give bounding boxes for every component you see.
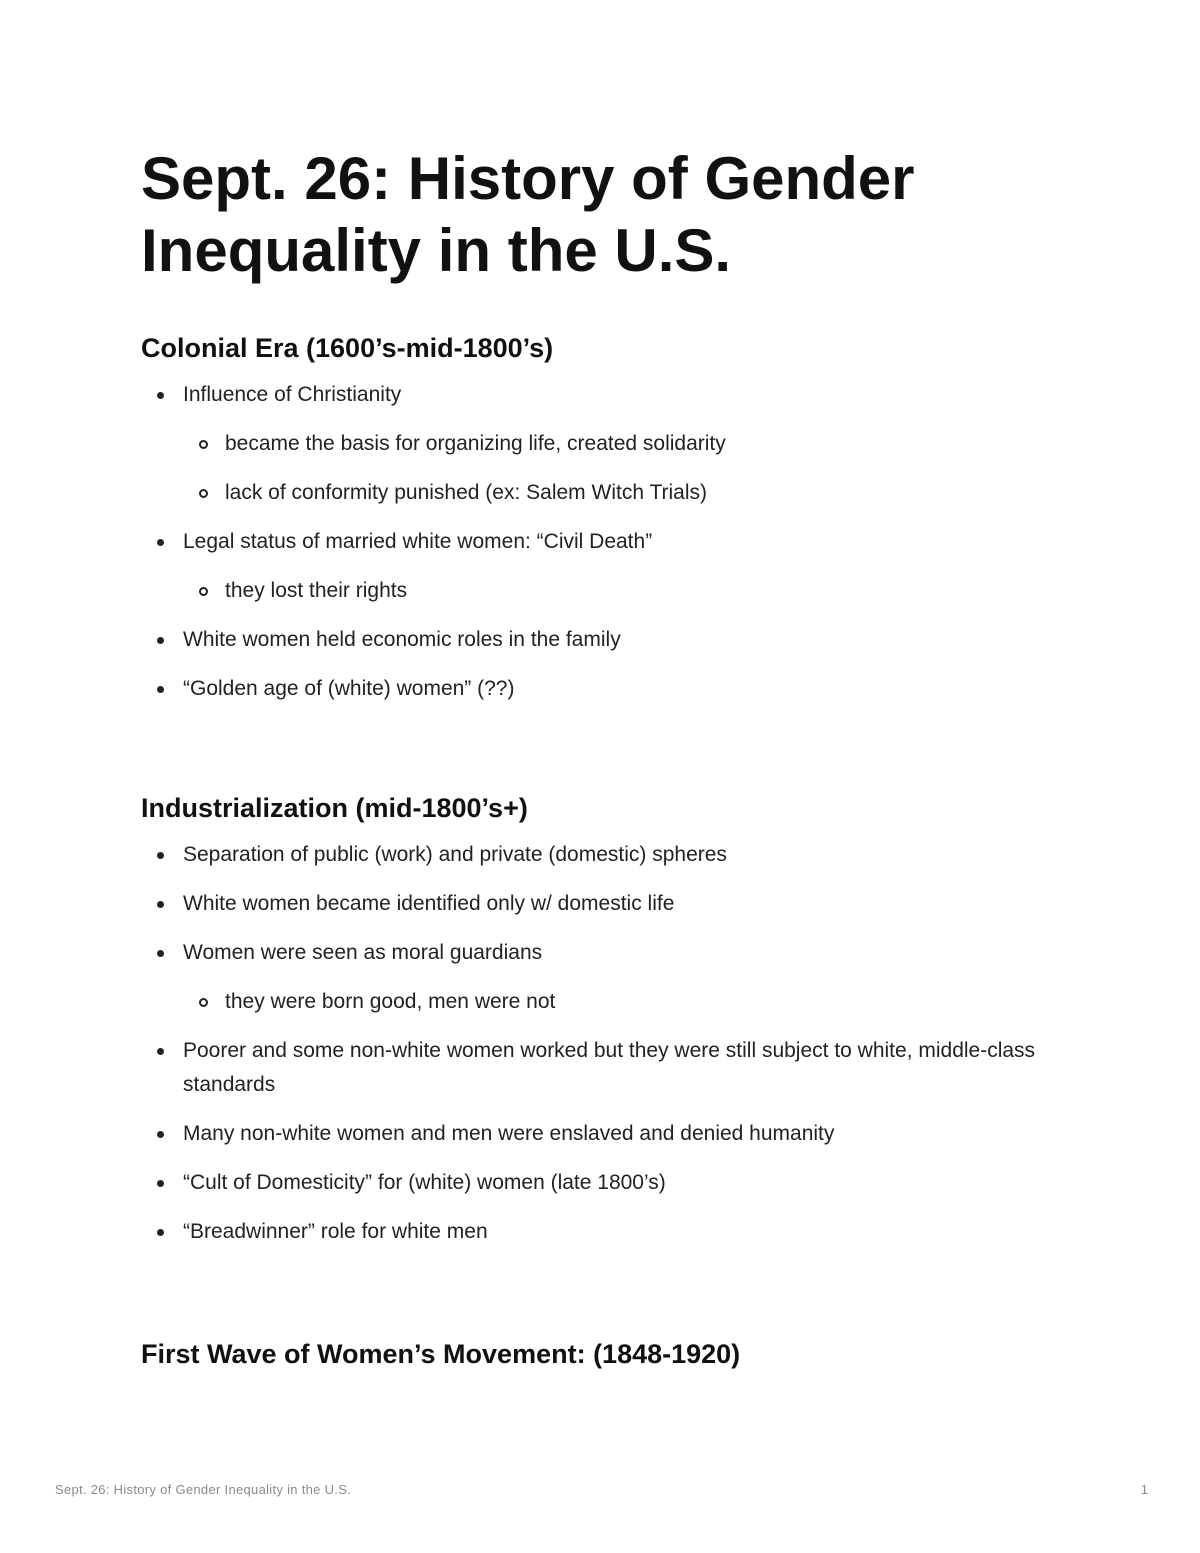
page-title: Sept. 26: History of Gender Inequality in the U.S. (141, 145, 915, 284)
list-item (141, 623, 1081, 657)
bullet-disc-icon (157, 539, 164, 546)
sub-list-item (141, 574, 1081, 608)
sub-list-item (141, 476, 1081, 510)
sub-list-item (141, 985, 1081, 1019)
sub-list-item-text: they were born good, men were not (225, 990, 556, 1013)
list-item-text: “Cult of Domesticity” for (white) women (late 1800’s) (183, 1171, 666, 1194)
list-item-text: Legal status of married white women: “Civil Death” (183, 530, 653, 553)
bullet-disc-icon (157, 1131, 164, 1138)
section-first-wave (141, 1336, 1081, 1372)
list-item (141, 1215, 1081, 1249)
section-heading: Colonial Era (1600’s-mid-1800’s) (141, 333, 554, 363)
bullet-disc-icon (157, 637, 164, 644)
section-colonial-era (141, 330, 1081, 706)
footer-page-number: 1 (1140, 1482, 1148, 1497)
bullet-disc-icon (157, 950, 164, 957)
bullet-disc-icon (157, 1180, 164, 1187)
section-heading: First Wave of Women’s Movement: (1848-1920) (141, 1339, 741, 1369)
list-item (141, 378, 1081, 412)
list-item-text: White women held economic roles in the family (183, 628, 621, 651)
bullet-disc-icon (157, 901, 164, 908)
bullet-disc-icon (157, 392, 164, 399)
list-item-text: Many non-white women and men were enslaved and denied humanity (183, 1122, 835, 1145)
list-item (141, 887, 1081, 921)
bullet-circle-icon (199, 440, 208, 449)
sub-list-item-text: lack of conformity punished (ex: Salem Witch Trials) (225, 481, 707, 504)
section-industrialization (141, 790, 1081, 1249)
list-item-text: “Golden age of (white) women” (??) (183, 677, 515, 700)
list-item-text: “Breadwinner” role for white men (183, 1220, 488, 1243)
list-item (141, 1117, 1081, 1151)
sub-list-item (141, 427, 1081, 461)
list-item (141, 672, 1081, 706)
list-item (141, 838, 1081, 872)
list-item-text: Influence of Christianity (183, 383, 402, 406)
list-item (141, 936, 1081, 970)
list-item (141, 525, 1081, 559)
bullet-circle-icon (199, 489, 208, 498)
bullet-disc-icon (157, 852, 164, 859)
list-item (141, 1166, 1081, 1200)
list-item-text: White women became identified only w/ domestic life (183, 892, 675, 915)
bullet-disc-icon (157, 1229, 164, 1236)
list-item-text: Women were seen as moral guardians (183, 941, 543, 964)
footer-title: Sept. 26: History of Gender Inequality in the U.S. (55, 1482, 352, 1497)
list-item-text: Poorer and some non-white women worked but they were still subject to white, middle-class standards (183, 1039, 1036, 1096)
list-item-text: Separation of public (work) and private (domestic) spheres (183, 843, 727, 866)
section-heading: Industrialization (mid-1800’s+) (141, 793, 528, 823)
bullet-disc-icon (157, 1048, 164, 1055)
bullet-circle-icon (199, 998, 208, 1007)
bullet-circle-icon (199, 587, 208, 596)
bullet-disc-icon (157, 686, 164, 693)
sub-list-item-text: became the basis for organizing life, created solidarity (225, 432, 726, 455)
list-item (141, 1034, 1081, 1102)
sub-list-item-text: they lost their rights (225, 579, 408, 602)
